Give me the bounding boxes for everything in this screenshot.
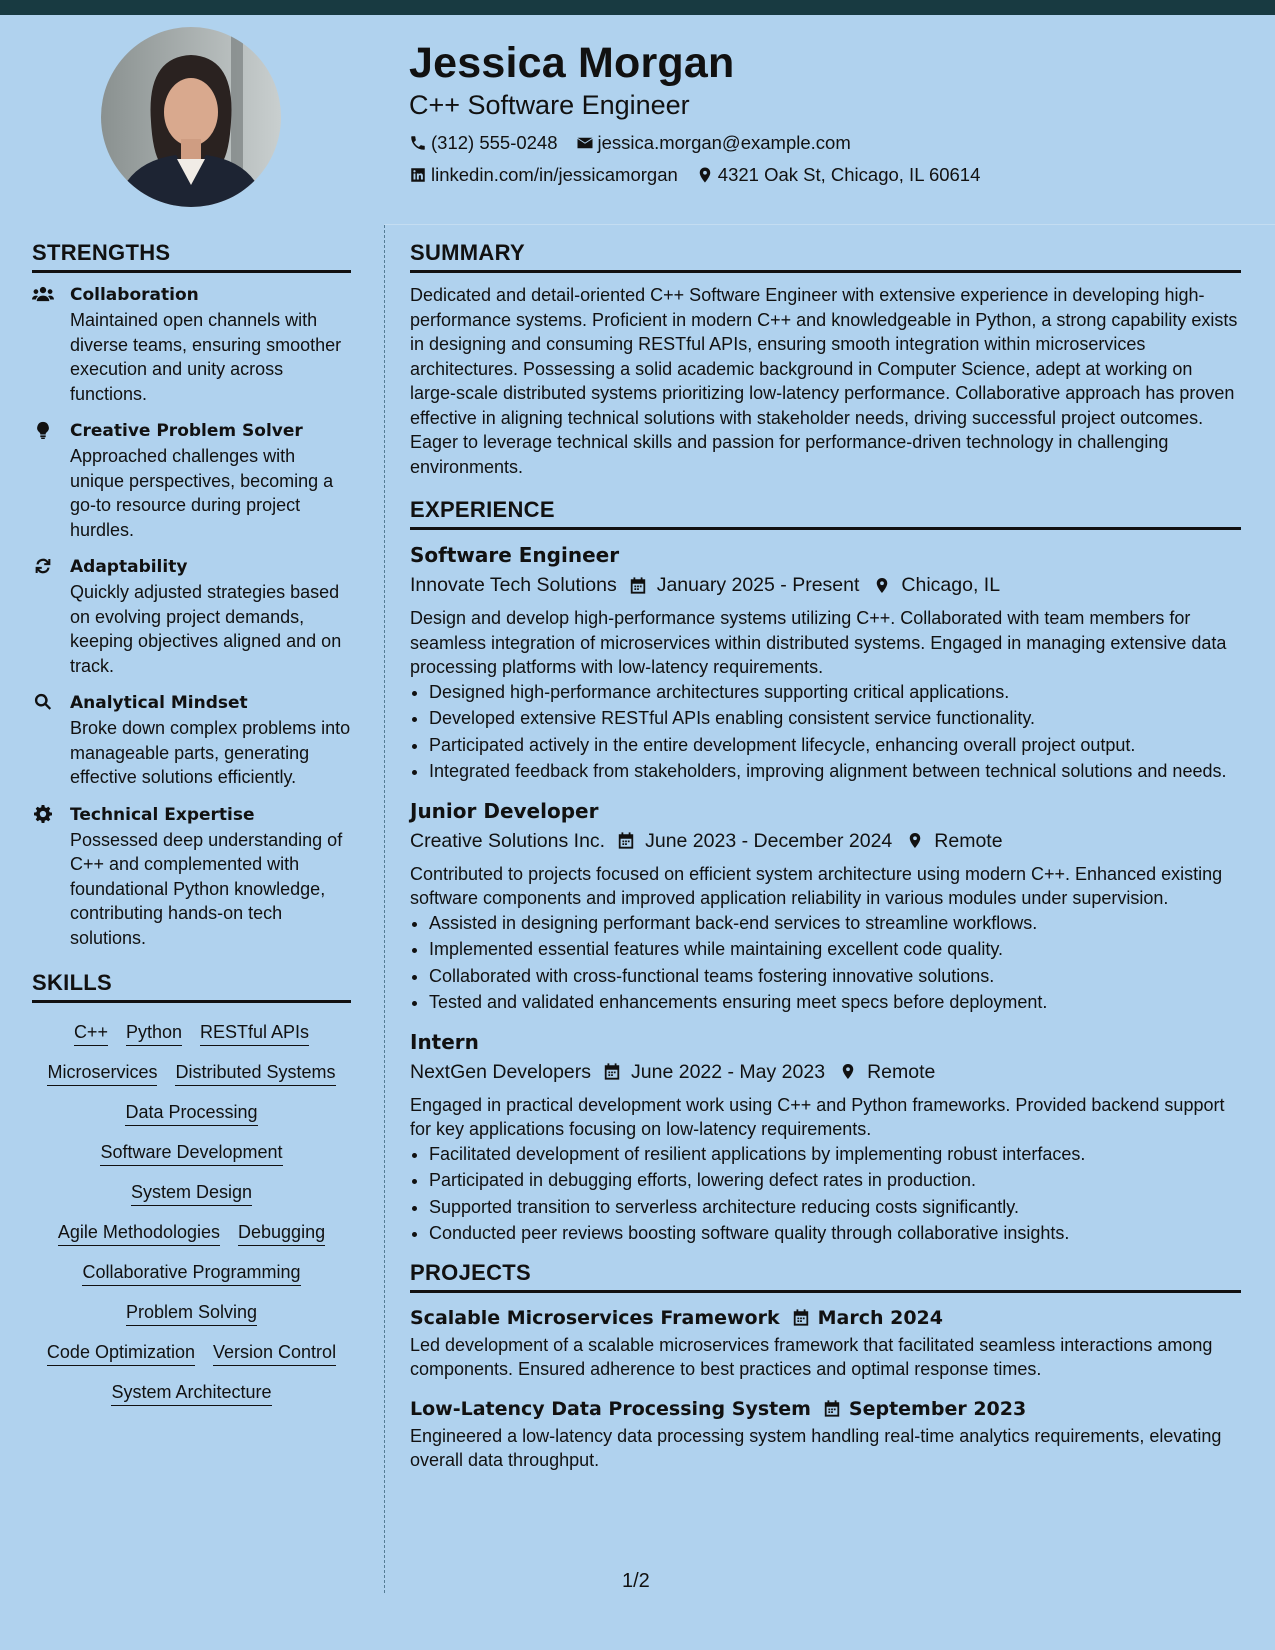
- map-pin-icon: [906, 831, 924, 850]
- summary-text: Dedicated and detail-oriented C++ Software Engineer with extensive experience in developing high-performance systems. Proficient in modern C++ and knowledgeable in Python, a strong capability exists in designing and consuming RESTful APIs, ensuring smooth integration within microservices architectures. Possessing a solid academic background in Computer Science, adept at working on large-scale distributed systems prioritizing low-latency performance. Collaborative approach has proven effective in aligning technical solutions with stakeholder needs, driving successful project outcomes. Eager to leverage technical skills and passion for performance-driven technology in challenging environments.: [410, 285, 1238, 477]
- skill-tag: Code Optimization: [47, 1340, 195, 1366]
- job-bullet: • Developed extensive RESTful APIs enabling consistent service functionality.: [429, 706, 1241, 731]
- strength-title: Analytical Mindset: [70, 693, 248, 713]
- strength-title: Adaptability: [70, 557, 188, 577]
- calendar-icon: [603, 1062, 621, 1081]
- job-dates: June 2023 - December 2024: [645, 829, 893, 852]
- job-description: Contributed to projects focused on efficient system architecture using modern C++. Enhanced existing software components and improved application reliability in various modules under supervision.: [410, 863, 1223, 908]
- contact-row-2: [409, 164, 1229, 186]
- skill-tag: System Design: [131, 1180, 252, 1206]
- skill-tag: Agile Methodologies: [58, 1220, 220, 1246]
- skill-tag: Version Control: [213, 1340, 336, 1366]
- strength-desc: Broke down complex problems into manageable parts, generating effective solutions efficiently.: [70, 718, 351, 787]
- job-bullet: • Integrated feedback from stakeholders, improving alignment between technical solutions and needs.: [429, 759, 1241, 784]
- job-dates: January 2025 - Present: [656, 574, 860, 596]
- refresh-icon: [32, 557, 54, 575]
- job-entry: [410, 540, 1241, 784]
- header-divider: [384, 224, 1275, 225]
- job-bullet: • Tested and validated enhancements ensuring meet specs before deployment.: [429, 990, 1241, 1015]
- job-description: Design and develop high-performance systems utilizing C++. Collaborated with team members for seamless integration of microservices within distributed systems. Engaged in managing extensive data processing platforms with low-latency requirements.: [410, 608, 1227, 677]
- calendar-icon: [823, 1399, 841, 1418]
- job-meta: [410, 570, 1241, 600]
- calendar-icon: [792, 1308, 810, 1327]
- job-bullets: [410, 911, 1241, 1015]
- job-entry: [410, 1027, 1241, 1246]
- job-dates-item: [603, 1057, 825, 1087]
- project-date: September 2023: [848, 1397, 1027, 1420]
- profile-photo: [101, 27, 281, 207]
- job-location: Remote: [867, 1060, 936, 1083]
- candidate-title: C++ Software Engineer: [409, 90, 690, 121]
- project-name: Scalable Microservices Framework: [410, 1306, 780, 1329]
- map-pin-icon: [696, 166, 714, 184]
- job-location: Remote: [934, 829, 1003, 852]
- candidate-name: Jessica Morgan: [409, 39, 735, 87]
- skill-tag: Debugging: [238, 1220, 325, 1246]
- skill-tag: Collaborative Programming: [82, 1260, 300, 1286]
- phone-item[interactable]: [409, 132, 558, 154]
- search-icon: [32, 693, 54, 711]
- skill-tag: Data Processing: [125, 1100, 257, 1126]
- job-dates-item: [629, 570, 860, 600]
- calendar-icon: [629, 576, 647, 595]
- job-role: Junior Developer: [410, 798, 599, 823]
- job-entry: [410, 796, 1241, 1015]
- job-role: Software Engineer: [410, 543, 620, 567]
- job-dates: June 2022 - May 2023: [631, 1060, 826, 1083]
- skill-tag: C++: [74, 1020, 108, 1046]
- experience-heading: EXPERIENCE: [410, 497, 1241, 530]
- contact-row-1: [409, 132, 1229, 154]
- project-date: March 2024: [817, 1306, 943, 1329]
- skills-heading: SKILLS: [32, 970, 351, 1003]
- calendar-icon: [617, 831, 635, 850]
- job-company: NextGen Developers: [410, 1060, 592, 1083]
- project-header: [410, 1394, 1241, 1424]
- skill-tag: Problem Solving: [126, 1300, 257, 1326]
- job-bullet: • Supported transition to serverless architecture reducing costs significantly.: [429, 1195, 1241, 1220]
- job-location-item: [906, 826, 1002, 856]
- skill-tag: Python: [126, 1020, 182, 1046]
- skill-tag: Microservices: [47, 1060, 157, 1086]
- right-column: [410, 240, 1241, 1485]
- skill-tag: Distributed Systems: [175, 1060, 335, 1086]
- resume-header: [409, 40, 1229, 186]
- summary-heading: SUMMARY: [410, 240, 1241, 273]
- project-entry: [410, 1303, 1241, 1382]
- job-bullet: • Participated in debugging efforts, lowering defect rates in production.: [429, 1168, 1241, 1193]
- linkedin-text: linkedin.com/in/jessicamorgan: [431, 163, 678, 185]
- strength-title: Technical Expertise: [70, 804, 255, 825]
- gear-icon: [32, 805, 54, 823]
- address-item: [696, 164, 981, 186]
- strength-item: [32, 283, 351, 406]
- strength-item: [32, 803, 351, 951]
- phone-text: (312) 555-0248: [431, 131, 558, 153]
- skills-list: [32, 1013, 351, 1413]
- job-bullets: [410, 680, 1241, 784]
- strength-title: Creative Problem Solver: [70, 421, 303, 441]
- job-role: Intern: [410, 1029, 479, 1054]
- strength-desc: Maintained open channels with diverse teams, ensuring smoother execution and unity across functions.: [70, 310, 342, 404]
- job-bullet: • Conducted peer reviews boosting software quality through collaborative insights.: [429, 1221, 1241, 1246]
- left-column: [32, 240, 351, 1413]
- skill-tag: System Architecture: [111, 1380, 271, 1406]
- projects-heading: PROJECTS: [410, 1260, 1241, 1293]
- strength-desc: Approached challenges with unique perspectives, becoming a go-to resource during project hurdles.: [70, 446, 334, 540]
- skill-tag: Software Development: [100, 1140, 282, 1166]
- job-company: Innovate Tech Solutions: [410, 574, 617, 596]
- job-bullet: • Collaborated with cross-functional teams fostering innovative solutions.: [429, 964, 1241, 989]
- project-name: Low-Latency Data Processing System: [410, 1397, 811, 1420]
- strength-desc: Quickly adjusted strategies based on evolving project demands, keeping objectives aligned and on track.: [70, 582, 342, 676]
- linkedin-icon: [409, 166, 427, 184]
- map-pin-icon: [873, 576, 891, 595]
- job-bullet: • Assisted in designing performant back-end services to streamline workflows.: [429, 911, 1241, 936]
- job-bullet: • Designed high-performance architectures supporting critical applications.: [429, 680, 1241, 705]
- strength-item: [32, 419, 351, 542]
- strength-title: Collaboration: [70, 285, 199, 305]
- lightbulb-icon: [32, 421, 54, 439]
- phone-icon: [409, 134, 427, 152]
- top-bar: [0, 0, 1275, 15]
- page-number: 1/2: [622, 1570, 650, 1592]
- address-text: 4321 Oak St, Chicago, IL 60614: [717, 163, 981, 185]
- job-meta: [410, 826, 1241, 856]
- strength-item: [32, 555, 351, 678]
- project-entry: [410, 1394, 1241, 1473]
- job-dates-item: [617, 826, 892, 856]
- job-bullets: [410, 1142, 1241, 1246]
- linkedin-item[interactable]: [409, 164, 678, 186]
- job-location: Chicago, IL: [901, 574, 1001, 596]
- users-icon: [32, 285, 54, 303]
- job-bullet: • Participated actively in the entire development lifecycle, enhancing overall project output.: [429, 733, 1241, 758]
- project-description: Led development of a scalable microservices framework that facilitated seamless interactions among components. Ensured adherence to best practices and optimal response times.: [410, 1334, 1213, 1379]
- job-bullet: • Facilitated development of resilient applications by implementing robust interfaces.: [429, 1142, 1241, 1167]
- skill-tag: RESTful APIs: [200, 1020, 309, 1046]
- project-description: Engineered a low-latency data processing system handling real-time analytics requirements, elevating overall data throughput.: [410, 1425, 1222, 1470]
- strengths-heading: STRENGTHS: [32, 240, 351, 273]
- email-item[interactable]: [576, 132, 851, 154]
- job-meta: [410, 1057, 1241, 1087]
- strength-desc: Possessed deep understanding of C++ and complemented with foundational Python knowledge, contributing hands-on tech solutions.: [70, 829, 343, 948]
- envelope-icon: [576, 134, 594, 152]
- strength-item: [32, 691, 351, 790]
- job-location-item: [839, 1057, 935, 1087]
- column-divider: [384, 225, 385, 1593]
- project-header: [410, 1303, 1241, 1333]
- map-pin-icon: [839, 1062, 857, 1081]
- job-location-item: [873, 570, 1000, 600]
- job-description: Engaged in practical development work using C++ and Python frameworks. Provided backend support for key applications focusing on low-latency requirements.: [410, 1094, 1225, 1139]
- email-text: jessica.morgan@example.com: [597, 131, 851, 153]
- job-bullet: • Implemented essential features while maintaining excellent code quality.: [429, 937, 1241, 962]
- job-company: Creative Solutions Inc.: [410, 829, 606, 852]
